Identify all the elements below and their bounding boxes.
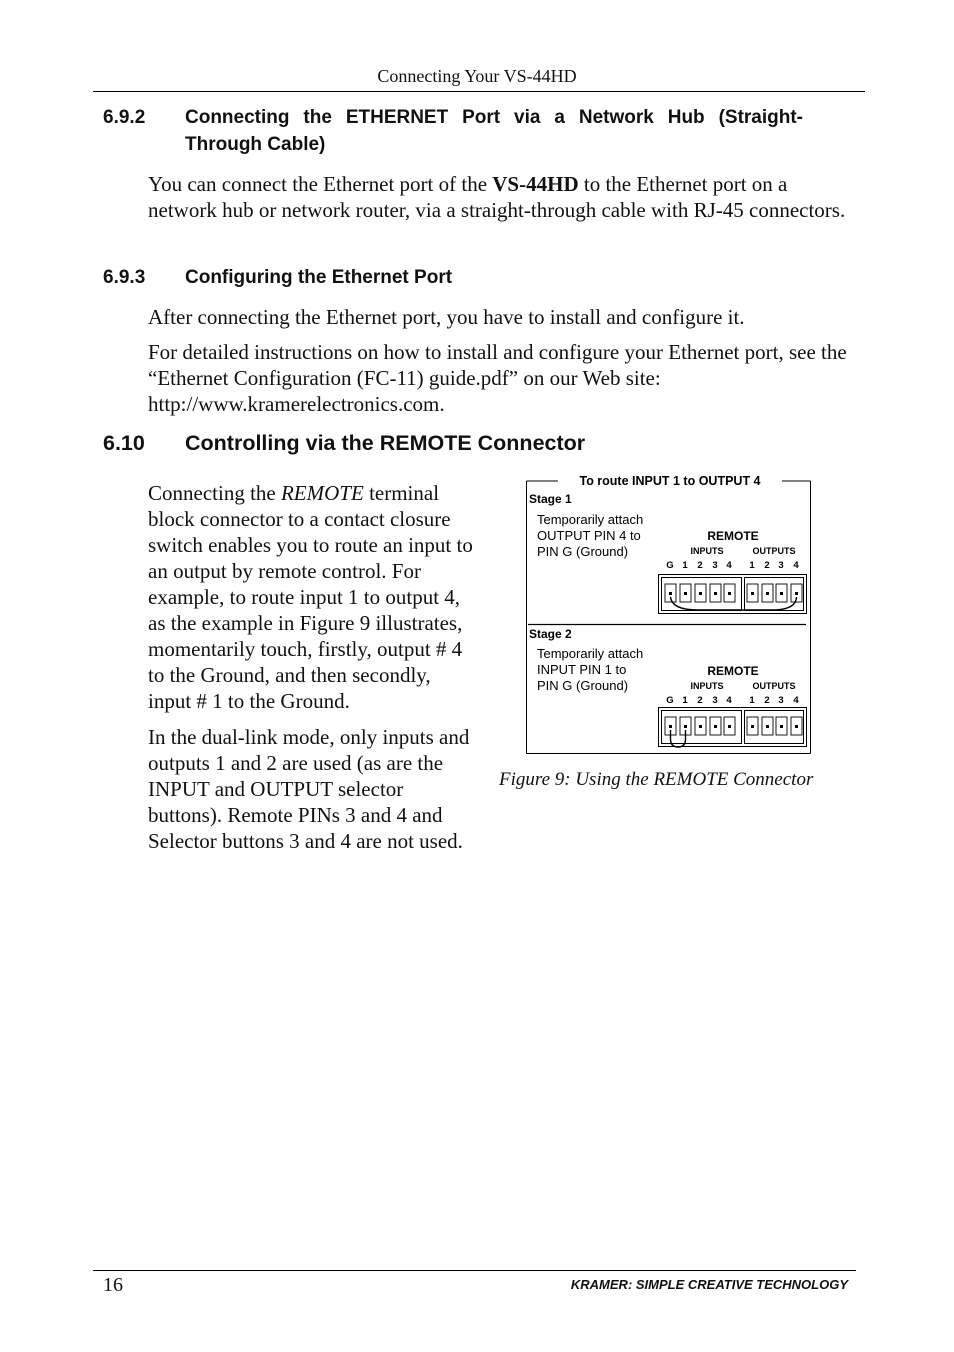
screw <box>795 725 798 728</box>
pin-label-g: G <box>666 560 674 571</box>
screw <box>766 592 769 595</box>
stage-1-instruction: OUTPUT PIN 4 to <box>537 528 641 543</box>
stage-1-instruction: PIN G (Ground) <box>537 544 629 559</box>
pin-label-input-4: 4 <box>726 695 732 706</box>
pin-label-output-2: 2 <box>764 695 770 706</box>
pin-label-output-3: 3 <box>778 560 784 571</box>
screw <box>684 725 687 728</box>
pin-label-output-1: 1 <box>749 695 755 706</box>
section-title-line2: Through Cable) <box>185 134 326 155</box>
running-header: Connecting Your VS-44HD <box>377 66 577 86</box>
screw <box>714 725 717 728</box>
remote-label: REMOTE <box>707 529 759 543</box>
screw <box>795 592 798 595</box>
inputs-label: INPUTS <box>690 546 724 556</box>
screw <box>766 725 769 728</box>
stage-2-instruction: Temporarily attach <box>537 646 644 661</box>
terminal-block <box>659 575 807 614</box>
screw <box>669 592 672 595</box>
section-title-line1: Connecting the ETHERNET Port via a Network Hub (Straight- <box>185 107 803 128</box>
paragraph-configuration-guide: For detailed instructions on how to install and configure your Ethernet port, see the “Ethernet Configuration (FC-11) guide.pdf” on our Web site: http://www.kramerelectronics.com. <box>148 340 847 416</box>
paragraph-ethernet-hub <box>148 171 848 223</box>
pin-label-input-4: 4 <box>726 560 732 571</box>
pin-label-g: G <box>666 695 674 706</box>
jumper-wire-g-to-output-4 <box>671 597 797 610</box>
stage-2-instruction: PIN G (Ground) <box>537 678 629 693</box>
stage-2-instruction: INPUT PIN 1 to <box>537 662 627 677</box>
paragraph-text: You can connect the Ethernet port of the <box>148 172 493 196</box>
paragraph-text: Connecting the <box>148 481 281 505</box>
screw <box>728 592 731 595</box>
page-number: 16 <box>103 1274 123 1296</box>
stage-1-label: Stage 1 <box>529 492 572 506</box>
paragraph-text: to the Ethernet port on a network hub or network router, via a straight-through cable with RJ-45 connectors. <box>148 172 846 222</box>
stage-1 <box>529 492 807 614</box>
terminal-block-outline <box>659 708 807 747</box>
pin-label-output-2: 2 <box>764 560 770 571</box>
pin-label-output-4: 4 <box>793 560 799 571</box>
outputs-label: OUTPUTS <box>752 546 796 556</box>
paragraph-install: After connecting the Ethernet port, you have to install and configure it. <box>148 305 745 329</box>
pin-label-input-1: 1 <box>682 695 688 706</box>
pin-label-input-3: 3 <box>712 695 718 706</box>
screw <box>780 725 783 728</box>
pin-label-input-2: 2 <box>697 560 703 571</box>
stage-2-label: Stage 2 <box>529 627 572 641</box>
section-number: 6.9.2 <box>103 107 146 128</box>
stage-1-instruction: Temporarily attach <box>537 512 644 527</box>
pin-label-output-4: 4 <box>793 695 799 706</box>
product-name: VS-44HD <box>492 172 579 196</box>
section-number: 6.9.3 <box>103 267 146 288</box>
figure-caption: Figure 9: Using the REMOTE Connector <box>499 769 814 790</box>
remote-connector-figure <box>526 473 811 754</box>
paragraph-text: terminal block connector to a contact closure switch enables you to route an input to an output by remote control. For example, to route input 1 to output 4, as the example in Figure 9 illustrates, momentarily touch, firstly, output # 4 to the Ground, and then secondly, input # 1 to the Ground. <box>148 481 473 713</box>
footer-rule <box>93 1270 856 1271</box>
screw <box>699 725 702 728</box>
terminal-block <box>659 708 807 748</box>
pin-label-input-3: 3 <box>712 560 718 571</box>
outputs-label: OUTPUTS <box>752 681 796 691</box>
pin-label-output-1: 1 <box>749 560 755 571</box>
paragraph-remote-connector <box>148 480 478 714</box>
remote-term: REMOTE <box>280 481 364 505</box>
screw <box>728 725 731 728</box>
pin-label-output-3: 3 <box>778 695 784 706</box>
pin-label-input-2: 2 <box>697 695 703 706</box>
header-rule <box>93 91 865 92</box>
pin-label-input-1: 1 <box>682 560 688 571</box>
screw <box>699 592 702 595</box>
screw <box>714 592 717 595</box>
screw <box>684 592 687 595</box>
screw <box>780 592 783 595</box>
section-title: Configuring the Ethernet Port <box>185 267 453 288</box>
paragraph-dual-link: In the dual-link mode, only inputs and outputs 1 and 2 are used (as are the INPUT and OUTPUT selector buttons). Remote PINs 3 and 4 and Selector buttons 3 and 4 are not used. <box>148 725 470 853</box>
inputs-label: INPUTS <box>690 681 724 691</box>
footer-brand: KRAMER: SIMPLE CREATIVE TECHNOLOGY <box>570 1277 848 1292</box>
stage-2 <box>529 627 807 747</box>
section-number: 6.10 <box>103 431 145 455</box>
screw <box>751 725 754 728</box>
screw <box>669 725 672 728</box>
screw <box>751 592 754 595</box>
figure-title: To route INPUT 1 to OUTPUT 4 <box>579 474 761 488</box>
section-title: Controlling via the REMOTE Connector <box>185 431 586 455</box>
jumper-wire-g-to-input-1 <box>671 730 686 747</box>
remote-label: REMOTE <box>707 664 759 678</box>
